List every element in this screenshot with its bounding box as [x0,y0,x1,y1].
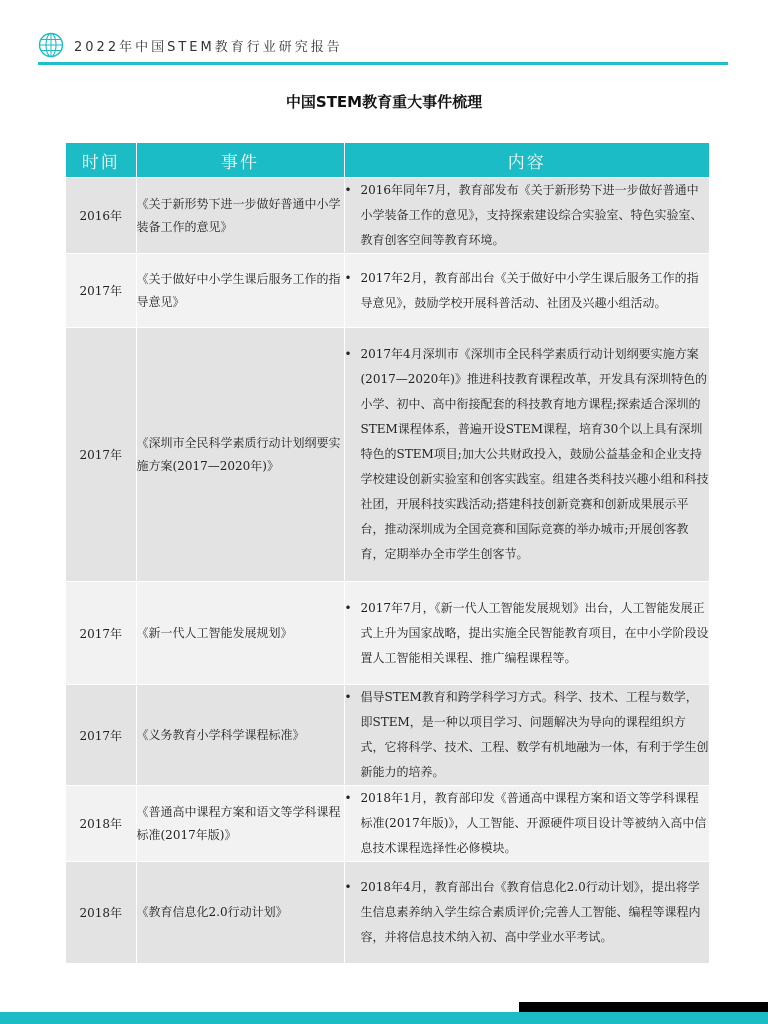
report-header [38,28,728,62]
row-event: 《教育信息化2.0行动计划》 [136,862,344,963]
row-content-text: 2017年4月深圳市《深圳市全民科学素质行动计划纲要实施方案(2017—2020年)》推进科技教育课程改革，开发具有深圳特色的小学、初中、高中衔接配套的科技教育地方课程;探索适合深圳的STEM课程体系，普遍开设STEM课程，培育30个以上具有深圳特色的STEM项目;加大公共财政投入，鼓励公益基金和企业支持学校建设创新实验室和创客实践室。组建各类科技兴趣小组和科技社团，开展科技实践活动;搭建科技创新竞赛和创新成果展示平台，推动深圳成为全国竞赛和国际竞赛的举办城市;开展创客教育，定期举办全市学生创客节。 [360,347,709,561]
row-event: 《关于做好中小学生课后服务工作的指导意见》 [136,254,344,328]
row-content [344,178,709,254]
row-content-text: 2017年7月，《新一代人工智能发展规划》出台，人工智能发展正式上升为国家战略，提出实施全民智能教育项目，在中小学阶段设置人工智能相关课程、推广编程课程等。 [360,600,709,665]
row-year: 2018年 [66,786,136,862]
page-title: 中国STEM教育重大事件梳理 [285,93,483,111]
row-content [344,582,709,685]
row-content-text: 2016年同年7月，教育部发布《关于新形势下进一步做好普通中小学装备工作的意见》，支持探索建设综合实验室、特色实验室、教育创客空间等教育环境。 [360,183,703,247]
row-year: 2016年 [66,178,136,254]
row-event: 《关于新形势下进一步做好普通中小学装备工作的意见》 [136,178,344,254]
row-event: 《义务教育小学科学课程标准》 [136,685,344,786]
bullet-icon: • [344,879,352,894]
bullet-icon: • [344,270,352,285]
row-year: 2017年 [66,685,136,786]
column-header-time: 时间 [66,143,136,178]
row-content-text: 倡导STEM教育和跨学科学习方式。科学、技术、工程与数学，即STEM，是一种以项目学习、问题解决为导向的课程组织方式，它将科学、技术、工程、数学有机地融为一体，有利于学生创新能力的培养。 [360,690,709,779]
row-content-text: 2018年1月，教育部印发《普通高中课程方案和语文等学科课程标准(2017年版)》，人工智能、开源硬件项目设计等被纳入高中信息技术课程选择性必修模块。 [360,791,707,855]
footer-black-bar [519,1002,768,1012]
row-content-text: 2017年2月，教育部出台《关于做好中小学生课后服务工作的指导意见》，鼓励学校开展科普活动、社团及兴趣小组活动。 [360,270,699,310]
footer-teal-bar [0,1012,768,1024]
header-divider [38,62,728,65]
bullet-icon: • [344,183,352,197]
table-row [66,328,709,582]
row-content-text: 2018年4月，教育部出台《教育信息化2.0行动计划》，提出将学生信息素养纳入学生综合素质评价;完善人工智能、编程等课程内容，并将信息技术纳入初、高中学业水平考试。 [360,879,701,944]
row-year: 2017年 [66,328,136,582]
row-year: 2017年 [66,254,136,328]
column-header-content: 内容 [344,143,709,178]
bullet-icon: • [344,791,352,805]
row-event: 《深圳市全民科学素质行动计划纲要实施方案(2017—2020年)》 [136,328,344,582]
row-content [344,862,709,963]
row-content [344,254,709,328]
table-row [66,178,709,254]
row-year: 2017年 [66,582,136,685]
row-content [344,328,709,582]
events-table [66,143,709,963]
table-row [66,582,709,685]
table-row [66,862,709,963]
row-content [344,685,709,786]
row-event: 《普通高中课程方案和语文等学科课程标准(2017年版)》 [136,786,344,862]
bullet-icon: • [344,690,352,704]
row-year: 2018年 [66,862,136,963]
row-content [344,786,709,862]
report-title: 2022年中国STEM教育行业研究报告 [74,39,343,55]
column-header-event: 事件 [136,143,344,178]
table-row [66,254,709,328]
table-row [66,685,709,786]
bullet-icon: • [344,600,352,615]
globe-logo-icon [38,32,64,58]
row-event: 《新一代人工智能发展规划》 [136,582,344,685]
table-row [66,786,709,862]
bullet-icon: • [344,347,352,361]
table-header-row [66,143,709,178]
